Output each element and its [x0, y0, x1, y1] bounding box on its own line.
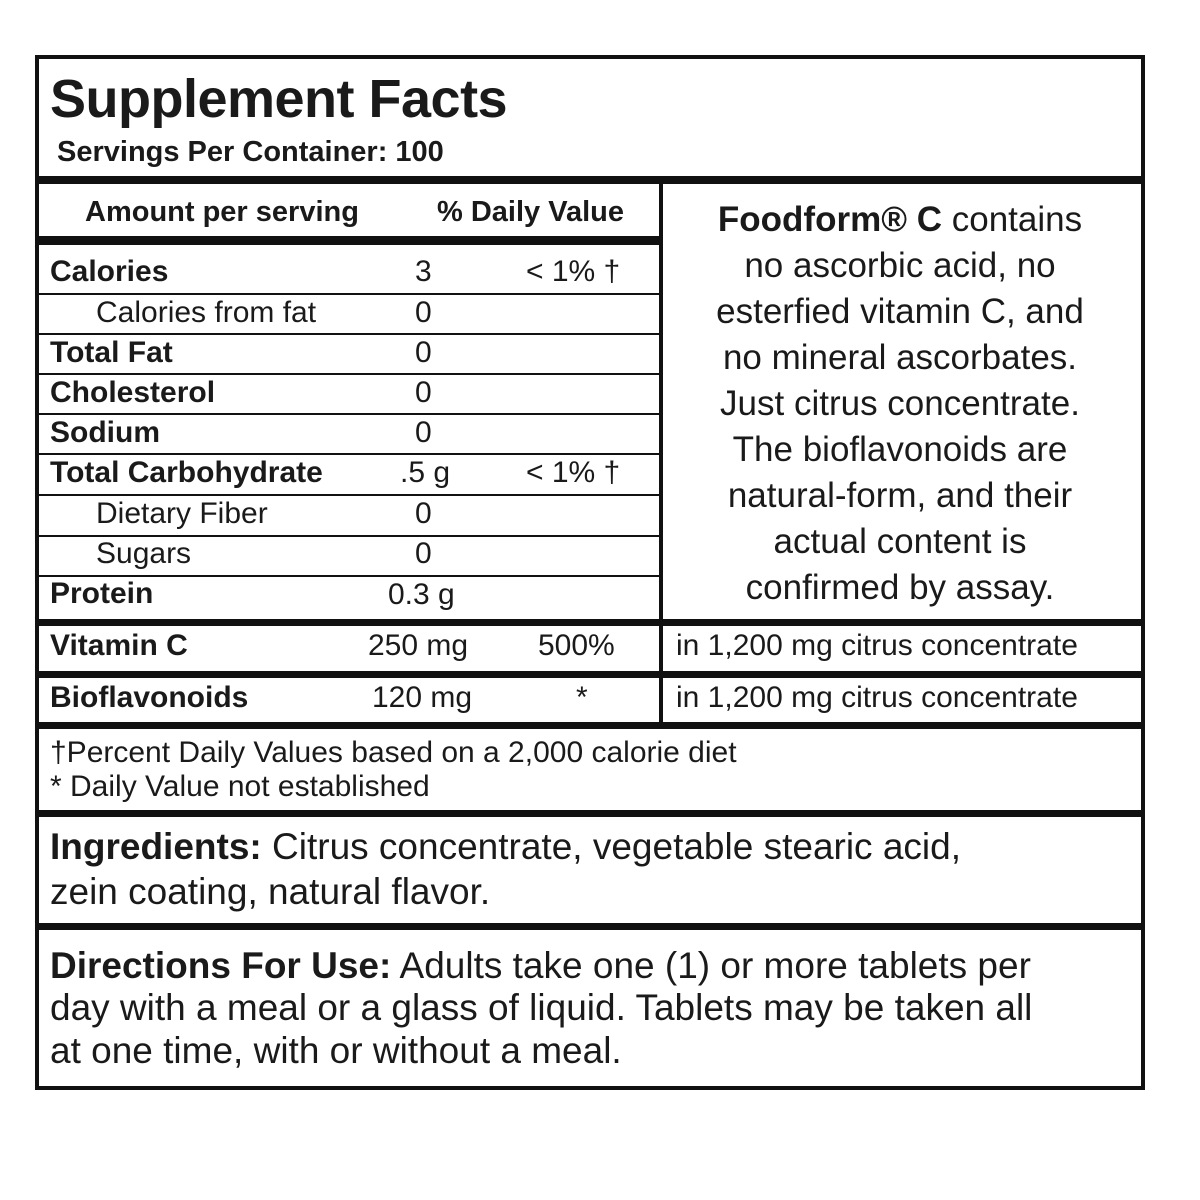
side-note-line: actual content is	[773, 522, 1027, 561]
row-label-sugars: Sugars	[96, 537, 192, 570]
side-note-line: esterfied vitamin C, and	[716, 292, 1084, 331]
directions-line-1	[50, 944, 1031, 988]
row-amount-total-fat: 0	[415, 336, 432, 369]
row-amount-cholesterol: 0	[415, 376, 432, 409]
amount-per-serving-header: Amount per serving	[85, 196, 359, 228]
row-amount-dietary-fiber: 0	[415, 497, 432, 530]
nutrient-amount-vitamin-c: 250 mg	[368, 629, 469, 662]
ingredients-text: Citrus concentrate, vegetable stearic acid,	[261, 826, 961, 867]
row-amount-sugars: 0	[415, 537, 432, 570]
directions-line-3: at one time, with or without a meal.	[50, 1030, 622, 1071]
row-divider	[39, 413, 661, 415]
side-note-line: natural-form, and their	[727, 476, 1073, 515]
row-divider	[39, 373, 661, 375]
ingredients-label: Ingredients:	[50, 826, 262, 867]
directions-label: Directions For Use:	[50, 945, 392, 986]
row-label-total-fat: Total Fat	[50, 336, 173, 369]
header-divider	[39, 236, 661, 245]
directions-text: Adults take one (1) or more tablets per	[391, 945, 1031, 986]
row-label-calories: Calories	[50, 255, 169, 288]
row-dv-calories: < 1% †	[526, 255, 621, 288]
ingredients-line-2: zein coating, natural flavor.	[50, 871, 491, 912]
nutrient-divider-top	[35, 619, 1145, 626]
nutrient-dv-vitamin-c: 500%	[538, 629, 615, 662]
side-note-line: Just citrus concentrate.	[720, 384, 1080, 423]
row-divider	[39, 494, 661, 496]
footnote-divider	[35, 810, 1145, 817]
side-note-line: confirmed by assay.	[745, 568, 1055, 607]
row-label-total-carbohydrate: Total Carbohydrate	[50, 456, 323, 489]
nutrient-divider-bottom	[35, 722, 1145, 729]
row-divider	[39, 333, 661, 335]
row-amount-total-carbohydrate: .5 g	[400, 456, 451, 489]
side-note-line: no mineral ascorbates.	[722, 338, 1078, 377]
row-label-protein: Protein	[50, 577, 154, 610]
row-label-calories-from-fat: Calories from fat	[96, 296, 317, 329]
nutrient-divider-mid	[35, 671, 1145, 678]
title-divider	[35, 176, 1145, 184]
row-label-dietary-fiber: Dietary Fiber	[96, 497, 268, 530]
ingredients-divider	[35, 923, 1145, 930]
daily-value-header: % Daily Value	[437, 196, 624, 228]
row-label-sodium: Sodium	[50, 416, 160, 449]
brand-name: Foodform® C	[717, 200, 942, 239]
side-note-lead	[665, 197, 1135, 243]
row-dv-total-carbohydrate: < 1% †	[526, 456, 621, 489]
nutrient-amount-bioflavonoids: 120 mg	[372, 681, 473, 714]
nutrient-label-vitamin-c: Vitamin C	[50, 629, 188, 662]
side-note-line: The bioflavonoids are	[732, 430, 1068, 469]
panel-title: Supplement Facts	[50, 69, 508, 129]
nutrient-label-bioflavonoids: Bioflavonoids	[50, 681, 249, 714]
nutrient-source-bioflavonoids: in 1,200 mg citrus concentrate	[676, 681, 1078, 714]
nutrient-dv-bioflavonoids: *	[576, 681, 588, 714]
row-amount-calories: 3	[415, 255, 432, 288]
side-note-lead-text: contains	[942, 200, 1083, 239]
left-border	[35, 184, 39, 624]
footnote-dv-not-established: * Daily Value not established	[50, 770, 430, 803]
footnote-percent-dv: †Percent Daily Values based on a 2,000 calorie diet	[50, 736, 737, 769]
servings-per-container: Servings Per Container: 100	[57, 136, 444, 168]
row-divider	[39, 293, 661, 295]
side-note-line: no ascorbic acid, no	[744, 246, 1056, 285]
row-amount-calories-from-fat: 0	[415, 296, 432, 329]
ingredients-line-1	[50, 825, 961, 869]
nutrient-source-vitamin-c: in 1,200 mg citrus concentrate	[676, 629, 1078, 662]
row-amount-sodium: 0	[415, 416, 432, 449]
row-label-cholesterol: Cholesterol	[50, 376, 216, 409]
row-amount-protein: 0.3 g	[388, 578, 455, 611]
directions-line-2: day with a meal or a glass of liquid. Tablets may be taken all	[50, 987, 1033, 1028]
side-note	[665, 197, 1135, 611]
row-divider	[39, 453, 661, 455]
